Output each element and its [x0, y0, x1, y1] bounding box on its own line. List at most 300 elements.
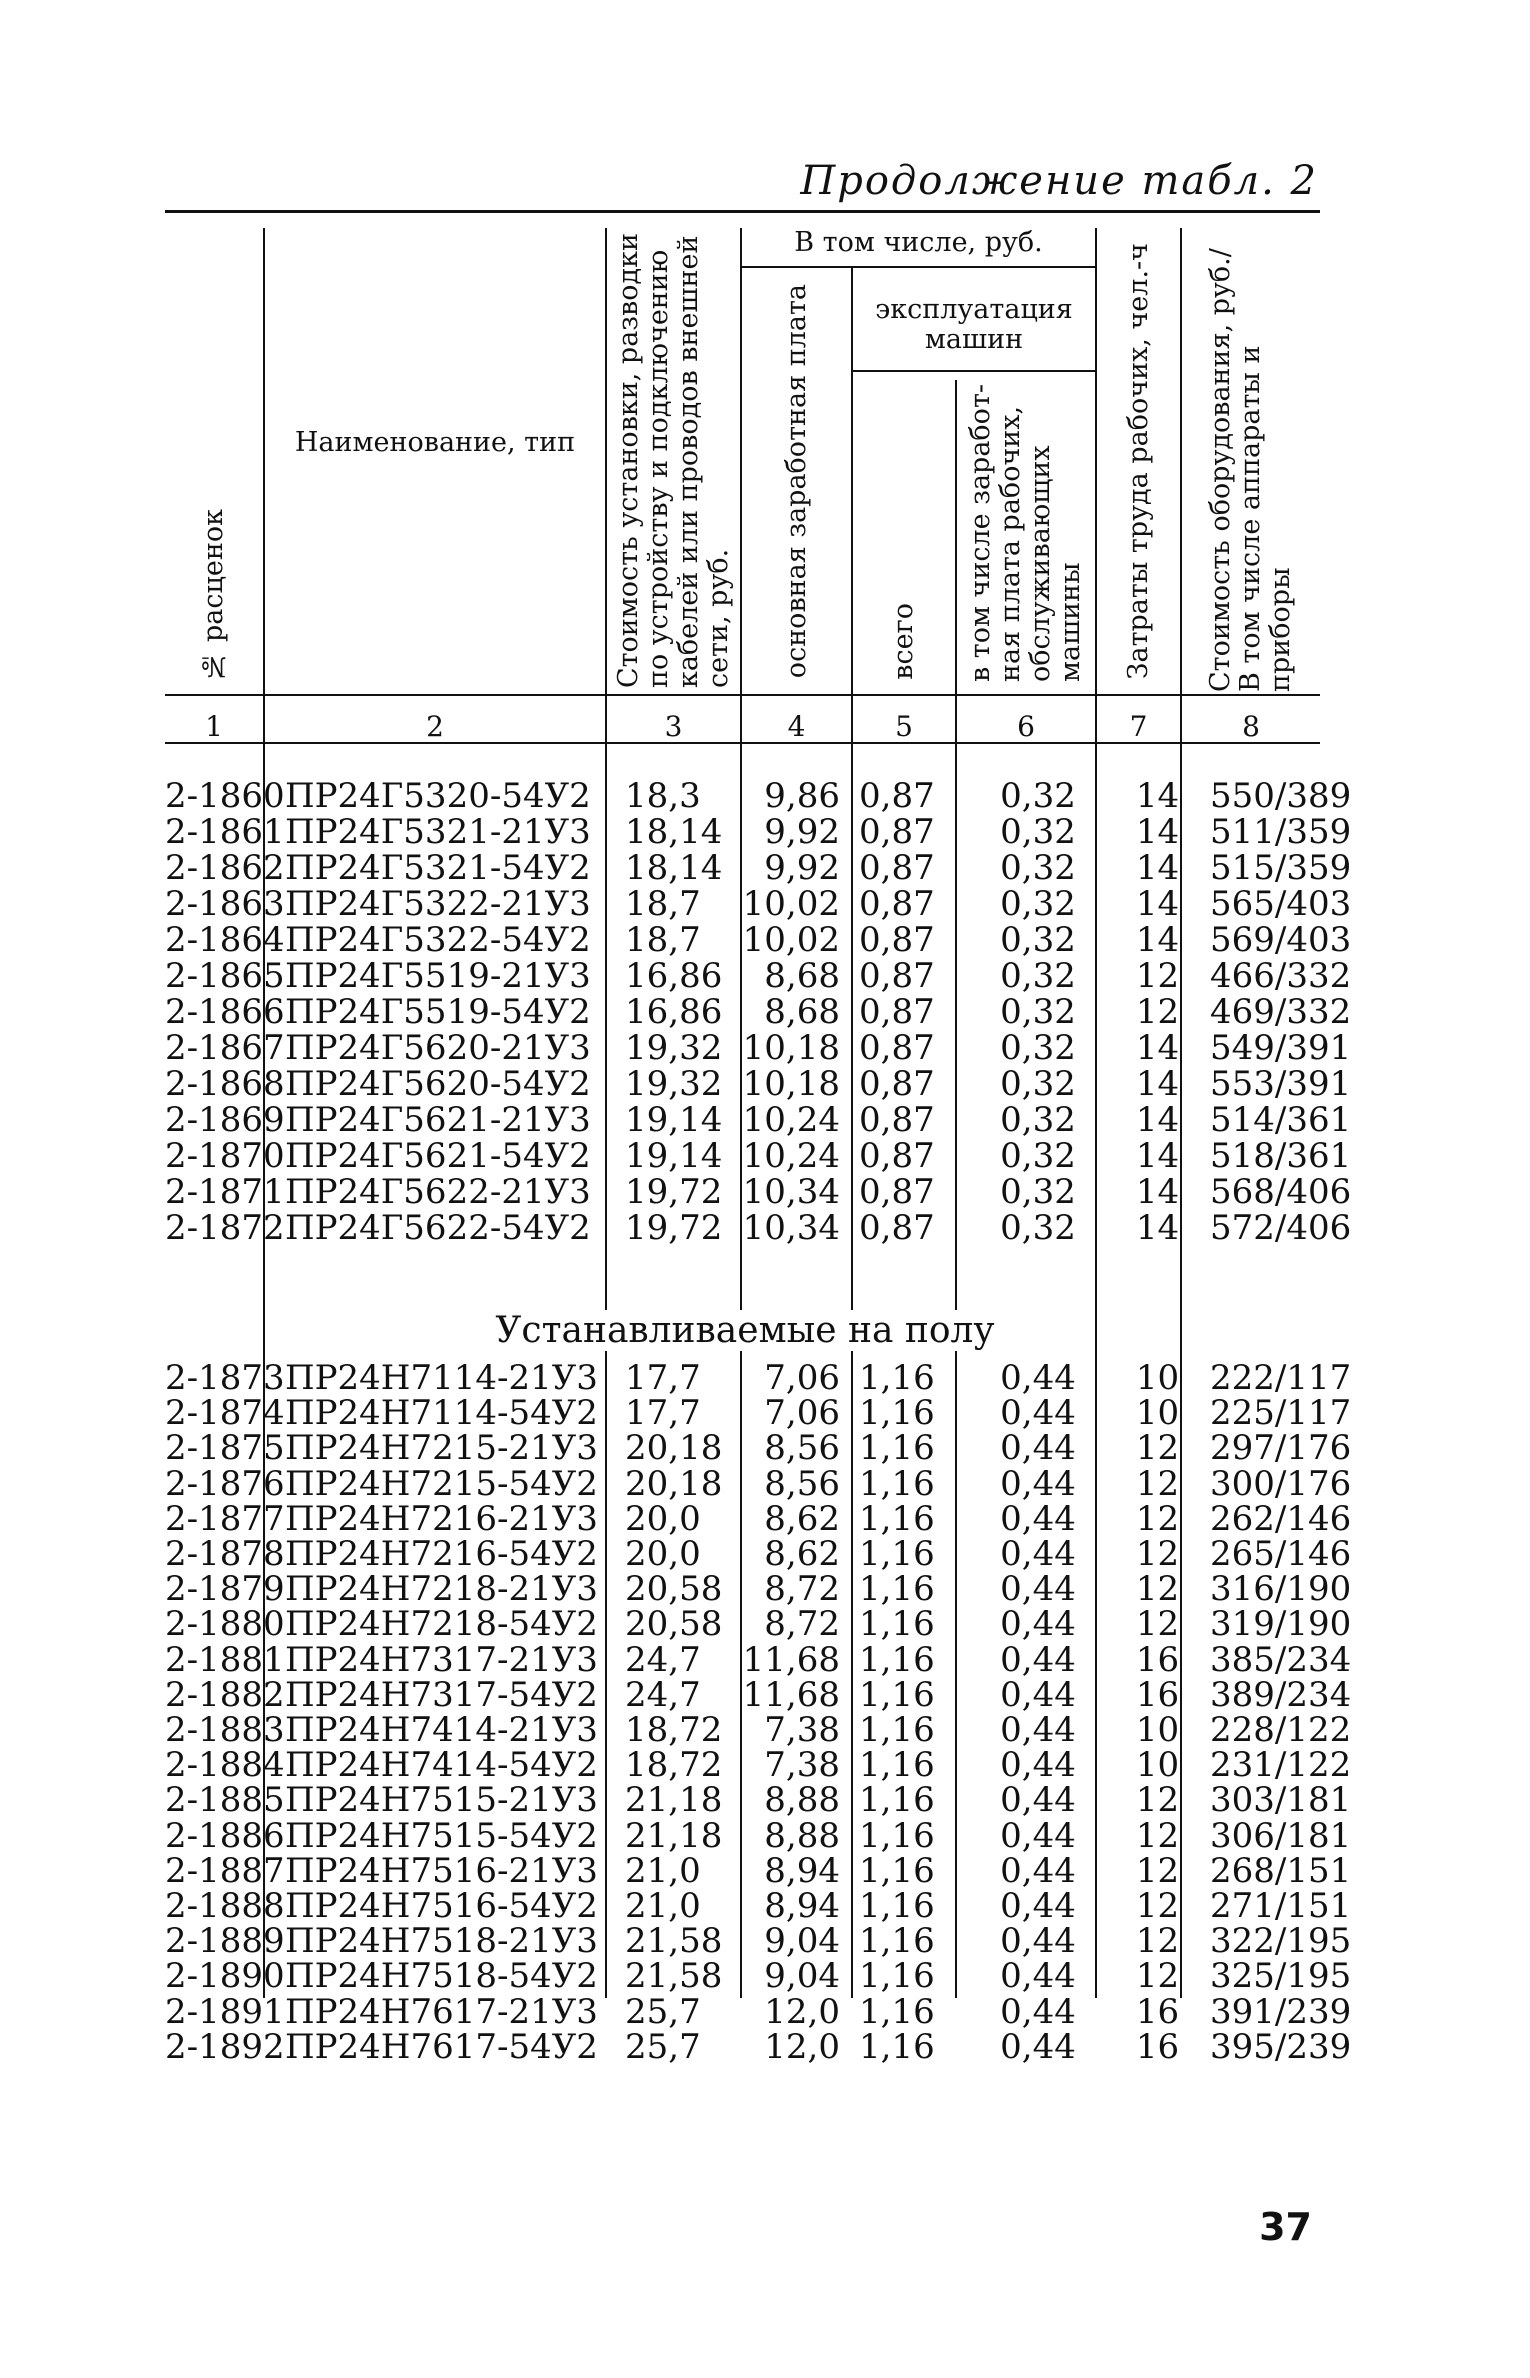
- table-top-rule: [165, 210, 1320, 213]
- cell-base-wage: 11,68: [742, 1674, 840, 1715]
- cell-base-wage: 8,68: [764, 992, 840, 1032]
- cell-machines-total: 1,16: [859, 1463, 935, 1504]
- table-row: [165, 1463, 1352, 1504]
- cell-labor-cost: 16: [1135, 1674, 1180, 1715]
- cell-equipment-cost: 518/361: [1210, 1136, 1352, 1176]
- cell-labor-cost: 14: [1135, 884, 1180, 924]
- cell-base-wage: 10,02: [742, 884, 840, 924]
- column-number: 7: [1129, 710, 1148, 743]
- cell-base-wage: 12,0: [764, 1991, 840, 2032]
- cell-rate-number: 2-1880: [165, 1604, 285, 1645]
- cell-base-wage: 12,0: [764, 2026, 840, 2067]
- cell-base-wage: 8,56: [764, 1463, 840, 1504]
- cell-name-type: ПР24Г5519-21У3: [285, 956, 591, 996]
- cell-base-wage: 8,56: [764, 1428, 840, 1469]
- table-row: [165, 1498, 1352, 1539]
- cell-rate-number: 2-1869: [165, 1100, 285, 1140]
- cell-machines-total: 1,16: [859, 1569, 935, 1610]
- table-row: [165, 1358, 1352, 1398]
- table-row: [165, 1428, 1352, 1469]
- cell-rate-number: 2-1862: [165, 848, 285, 888]
- cell-base-wage: 8,88: [764, 1815, 840, 1856]
- table-row: [165, 848, 1352, 888]
- cell-rate-number: 2-1867: [165, 1028, 285, 1068]
- cell-equipment-cost: 568/406: [1210, 1172, 1352, 1212]
- cell-installation-cost: 21,58: [625, 1956, 723, 1997]
- cell-base-wage: 10,18: [742, 1064, 840, 1104]
- cell-machines-total: 1,16: [859, 1498, 935, 1539]
- header-labor-cost-text: Затраты труда рабочих, чел.-ч: [1122, 242, 1154, 680]
- cell-base-wage: 9,04: [764, 1921, 840, 1962]
- cell-rate-number: 2-1861: [165, 812, 285, 852]
- cell-equipment-cost: 319/190: [1210, 1604, 1352, 1645]
- column-number: 8: [1242, 710, 1260, 743]
- table-row: [165, 1604, 1352, 1645]
- cell-labor-cost: 12: [1135, 1850, 1180, 1891]
- cell-equipment-cost: 297/176: [1210, 1428, 1352, 1469]
- cell-labor-cost: 12: [1135, 992, 1180, 1032]
- header-machines-total-text: всего: [888, 603, 919, 680]
- header-rate-number: [165, 230, 263, 692]
- table-row: [165, 1028, 1352, 1068]
- cell-machines-total: 1,16: [859, 1428, 935, 1469]
- cell-machines-total: 1,16: [859, 1850, 935, 1891]
- table-row: [165, 1393, 1352, 1434]
- cell-name-type: ПР24Н7218-54У2: [285, 1604, 598, 1645]
- cell-equipment-cost: 303/181: [1210, 1780, 1352, 1821]
- cell-installation-cost: 20,0: [625, 1534, 701, 1574]
- cell-rate-number: 2-1868: [165, 1064, 285, 1104]
- cell-equipment-cost: 306/181: [1210, 1815, 1352, 1856]
- table-row: [165, 2026, 1352, 2067]
- table-caption: Продолжение табл. 2: [800, 158, 1318, 204]
- cell-machines-total: 0,87: [859, 920, 935, 960]
- cell-machines-total: 0,87: [859, 848, 935, 888]
- cell-machine-operator-wage: 0,44: [1000, 1569, 1076, 1610]
- cell-rate-number: 2-1882: [165, 1674, 285, 1715]
- header-machine-operator-wage-text: в том числе заработ- ная плата рабочих, обслуживающих машины: [965, 384, 1086, 683]
- cell-machine-operator-wage: 0,32: [1000, 1208, 1076, 1248]
- cell-name-type: ПР24Г5322-21У3: [285, 884, 591, 924]
- cell-name-type: ПР24Н7218-21У3: [285, 1569, 598, 1610]
- cell-labor-cost: 14: [1135, 848, 1180, 888]
- cell-name-type: ПР24Н7516-21У3: [285, 1850, 598, 1891]
- cell-base-wage: 7,06: [764, 1358, 840, 1398]
- cell-machines-total: 1,16: [859, 1991, 935, 2032]
- cell-installation-cost: 16,86: [625, 992, 723, 1032]
- cell-base-wage: 10,24: [742, 1100, 840, 1140]
- cell-installation-cost: 16,86: [625, 956, 723, 996]
- cell-installation-cost: 21,0: [625, 1886, 701, 1926]
- cell-name-type: ПР24Г5321-54У2: [285, 848, 591, 888]
- header-equipment-cost: [1182, 230, 1320, 692]
- cell-equipment-cost: 316/190: [1210, 1569, 1352, 1610]
- cell-machine-operator-wage: 0,32: [1000, 1064, 1076, 1104]
- table-row: [165, 992, 1352, 1032]
- header-subrule: [851, 370, 1095, 372]
- cell-rate-number: 2-1873: [165, 1358, 285, 1398]
- cell-rate-number: 2-1877: [165, 1498, 285, 1539]
- cell-machines-total: 0,87: [859, 1064, 935, 1104]
- cell-equipment-cost: 389/234: [1210, 1674, 1352, 1715]
- column-number: 6: [1017, 710, 1035, 743]
- cell-equipment-cost: 268/151: [1210, 1850, 1352, 1891]
- cell-equipment-cost: 228/122: [1210, 1710, 1352, 1750]
- cell-equipment-cost: 262/146: [1210, 1498, 1352, 1539]
- cell-machine-operator-wage: 0,44: [1000, 1956, 1076, 1997]
- page-number: 37: [1259, 2205, 1312, 2249]
- cell-name-type: ПР24Н7617-54У2: [285, 2026, 598, 2067]
- table-row: [165, 1100, 1352, 1140]
- cell-rate-number: 2-1884: [165, 1745, 285, 1786]
- cell-machine-operator-wage: 0,44: [1000, 1639, 1076, 1680]
- cell-equipment-cost: 385/234: [1210, 1639, 1352, 1680]
- cell-equipment-cost: 265/146: [1210, 1534, 1352, 1574]
- cell-machine-operator-wage: 0,44: [1000, 1463, 1076, 1504]
- cell-labor-cost: 10: [1135, 1393, 1180, 1434]
- cell-machines-total: 0,87: [859, 1208, 935, 1248]
- cell-labor-cost: 16: [1135, 2026, 1180, 2067]
- header-name-type: Наименование, тип: [294, 427, 576, 458]
- cell-machine-operator-wage: 0,32: [1000, 956, 1076, 996]
- cell-machine-operator-wage: 0,32: [1000, 884, 1076, 924]
- cell-installation-cost: 24,7: [625, 1674, 701, 1715]
- cell-labor-cost: 14: [1135, 1136, 1180, 1176]
- cell-name-type: ПР24Г5622-21У3: [285, 1172, 591, 1212]
- cell-machine-operator-wage: 0,44: [1000, 1604, 1076, 1645]
- cell-equipment-cost: 565/403: [1210, 884, 1352, 924]
- cell-installation-cost: 19,14: [625, 1136, 723, 1176]
- cell-machines-total: 0,87: [859, 812, 935, 852]
- cell-installation-cost: 18,3: [625, 776, 701, 816]
- header-group-including: В том числе, руб.: [794, 227, 1043, 258]
- cell-machine-operator-wage: 0,44: [1000, 1815, 1076, 1856]
- cell-machines-total: 1,16: [859, 1745, 935, 1786]
- cell-installation-cost: 20,18: [625, 1463, 723, 1504]
- cell-equipment-cost: 569/403: [1210, 920, 1352, 960]
- cell-rate-number: 2-1864: [165, 920, 285, 960]
- cell-labor-cost: 12: [1135, 1604, 1180, 1645]
- cell-machines-total: 1,16: [859, 1639, 935, 1680]
- cell-rate-number: 2-1872: [165, 1208, 285, 1248]
- cell-machine-operator-wage: 0,44: [1000, 2026, 1076, 2067]
- cell-name-type: ПР24Н7414-54У2: [285, 1745, 598, 1786]
- cell-base-wage: 11,68: [742, 1639, 840, 1680]
- cell-name-type: ПР24Н7518-21У3: [285, 1921, 598, 1962]
- cell-name-type: ПР24Г5622-54У2: [285, 1208, 591, 1248]
- cell-name-type: ПР24Г5621-54У2: [285, 1136, 591, 1176]
- cell-base-wage: 9,92: [764, 848, 840, 888]
- cell-machines-total: 1,16: [859, 1358, 935, 1398]
- cell-machine-operator-wage: 0,44: [1000, 1850, 1076, 1891]
- cell-installation-cost: 17,7: [625, 1358, 701, 1398]
- cell-labor-cost: 12: [1135, 1780, 1180, 1821]
- cell-equipment-cost: 514/361: [1210, 1100, 1352, 1140]
- cell-name-type: ПР24Н7216-21У3: [285, 1498, 598, 1539]
- cell-rate-number: 2-1885: [165, 1780, 285, 1821]
- cell-rate-number: 2-1879: [165, 1569, 285, 1610]
- table-row: [165, 812, 1352, 852]
- cell-equipment-cost: 231/122: [1210, 1745, 1352, 1786]
- cell-installation-cost: 17,7: [625, 1393, 701, 1434]
- table-row: [165, 884, 1352, 924]
- cell-installation-cost: 19,72: [625, 1172, 723, 1212]
- cell-rate-number: 2-1866: [165, 992, 285, 1032]
- cell-rate-number: 2-1876: [165, 1463, 285, 1504]
- cell-base-wage: 10,24: [742, 1136, 840, 1176]
- cell-equipment-cost: 466/332: [1210, 956, 1352, 996]
- cell-name-type: ПР24Г5519-54У2: [285, 992, 591, 1032]
- cell-installation-cost: 19,32: [625, 1064, 723, 1104]
- cell-base-wage: 7,38: [764, 1710, 840, 1750]
- cell-machines-total: 0,87: [859, 776, 935, 816]
- cell-machine-operator-wage: 0,44: [1000, 1358, 1076, 1398]
- cell-equipment-cost: 395/239: [1210, 2026, 1352, 2067]
- cell-equipment-cost: 322/195: [1210, 1921, 1352, 1962]
- cell-rate-number: 2-1891: [165, 1991, 285, 2032]
- column-number: 3: [664, 710, 683, 743]
- table-row: [165, 956, 1352, 996]
- cell-machines-total: 1,16: [859, 2026, 935, 2067]
- cell-name-type: ПР24Н7114-21У3: [285, 1358, 598, 1398]
- cell-name-type: ПР24Н7215-21У3: [285, 1428, 598, 1469]
- cell-machine-operator-wage: 0,44: [1000, 1780, 1076, 1821]
- cell-equipment-cost: 469/332: [1210, 992, 1352, 1032]
- cell-labor-cost: 16: [1135, 1639, 1180, 1680]
- table-row: [165, 1780, 1352, 1821]
- cell-machine-operator-wage: 0,44: [1000, 1991, 1076, 2032]
- cell-base-wage: 10,18: [742, 1028, 840, 1068]
- cell-machines-total: 0,87: [859, 1172, 935, 1212]
- cell-name-type: ПР24Г5620-21У3: [285, 1028, 591, 1068]
- table-row: [165, 1208, 1352, 1248]
- cell-labor-cost: 12: [1135, 1921, 1180, 1962]
- header-installation-cost-text: Стоимость установки, разводки по устройству и подключению кабелей или проводов внешней сети, руб.: [612, 233, 734, 689]
- header-machines-total: [853, 375, 955, 692]
- cell-machine-operator-wage: 0,32: [1000, 1028, 1076, 1068]
- cell-labor-cost: 12: [1135, 1569, 1180, 1610]
- table-row: [165, 776, 1352, 816]
- cell-labor-cost: 12: [1135, 1534, 1180, 1574]
- cell-equipment-cost: 553/391: [1210, 1064, 1352, 1104]
- cell-equipment-cost: 550/389: [1210, 776, 1352, 816]
- header-machine-operation: эксплуатация машин: [875, 294, 1073, 355]
- cell-installation-cost: 24,7: [625, 1639, 701, 1680]
- table-row: [165, 1569, 1352, 1610]
- cell-labor-cost: 10: [1135, 1358, 1180, 1398]
- cell-rate-number: 2-1889: [165, 1921, 285, 1962]
- cell-machine-operator-wage: 0,44: [1000, 1710, 1076, 1750]
- cell-labor-cost: 14: [1135, 1100, 1180, 1140]
- table-row: [165, 1639, 1352, 1680]
- table-row: [165, 1815, 1352, 1856]
- cell-machine-operator-wage: 0,32: [1000, 992, 1076, 1032]
- cell-rate-number: 2-1886: [165, 1815, 285, 1856]
- header-machine-operator-wage: [957, 375, 1095, 692]
- cell-labor-cost: 14: [1135, 812, 1180, 852]
- cell-name-type: ПР24Н7317-21У3: [285, 1639, 598, 1680]
- header-labor-cost: [1097, 230, 1180, 692]
- cell-equipment-cost: 300/176: [1210, 1463, 1352, 1504]
- cell-machines-total: 1,16: [859, 1956, 935, 1997]
- cell-name-type: ПР24Н7515-54У2: [285, 1815, 598, 1856]
- cell-name-type: ПР24Г5621-21У3: [285, 1100, 591, 1140]
- cell-installation-cost: 21,0: [625, 1850, 701, 1891]
- cell-labor-cost: 14: [1135, 1172, 1180, 1212]
- table-row: [165, 1674, 1352, 1715]
- cell-installation-cost: 20,18: [625, 1428, 723, 1469]
- cell-base-wage: 8,94: [764, 1850, 840, 1891]
- cell-machine-operator-wage: 0,32: [1000, 812, 1076, 852]
- cell-machine-operator-wage: 0,44: [1000, 1886, 1076, 1926]
- cell-machine-operator-wage: 0,44: [1000, 1498, 1076, 1539]
- cell-base-wage: 8,88: [764, 1780, 840, 1821]
- cell-installation-cost: 20,58: [625, 1569, 723, 1610]
- cell-machines-total: 0,87: [859, 1136, 935, 1176]
- header-base-wage: [742, 270, 851, 692]
- table-row: [165, 1064, 1352, 1104]
- cell-installation-cost: 18,72: [625, 1710, 723, 1750]
- header-subrule: [740, 266, 1095, 268]
- cell-rate-number: 2-1874: [165, 1393, 285, 1434]
- cell-labor-cost: 14: [1135, 776, 1180, 816]
- cell-base-wage: 9,92: [764, 812, 840, 852]
- cell-rate-number: 2-1865: [165, 956, 285, 996]
- header-installation-cost: [607, 230, 740, 692]
- cell-name-type: ПР24Г5620-54У2: [285, 1064, 591, 1104]
- cell-machine-operator-wage: 0,32: [1000, 920, 1076, 960]
- cell-base-wage: 9,86: [764, 776, 840, 816]
- column-number: 1: [205, 710, 223, 743]
- cell-base-wage: 8,62: [764, 1498, 840, 1539]
- table-row: [165, 1745, 1352, 1786]
- column-number: 5: [895, 710, 913, 743]
- cell-labor-cost: 14: [1135, 920, 1180, 960]
- cell-labor-cost: 16: [1135, 1991, 1180, 2032]
- cell-machines-total: 1,16: [859, 1921, 935, 1962]
- cell-equipment-cost: 391/239: [1210, 1991, 1352, 2032]
- cell-machines-total: 1,16: [859, 1710, 935, 1750]
- table-row: [165, 1991, 1352, 2032]
- cell-installation-cost: 19,32: [625, 1028, 723, 1068]
- cell-labor-cost: 10: [1135, 1745, 1180, 1786]
- cell-machines-total: 1,16: [859, 1674, 935, 1715]
- cell-name-type: ПР24Н7114-54У2: [285, 1393, 598, 1434]
- cell-equipment-cost: 271/151: [1210, 1886, 1352, 1926]
- cell-labor-cost: 12: [1135, 1815, 1180, 1856]
- cell-name-type: ПР24Н7617-21У3: [285, 1991, 598, 2032]
- cell-base-wage: 7,06: [764, 1393, 840, 1434]
- cell-machines-total: 1,16: [859, 1815, 935, 1856]
- header-base-wage-text: основная заработная плата: [780, 283, 812, 679]
- cell-machine-operator-wage: 0,32: [1000, 1172, 1076, 1212]
- table-row: [165, 1172, 1352, 1212]
- table-row: [165, 1710, 1352, 1750]
- cell-machines-total: 1,16: [859, 1604, 935, 1645]
- cell-installation-cost: 25,7: [625, 1991, 701, 2032]
- cell-installation-cost: 19,72: [625, 1208, 723, 1248]
- cell-equipment-cost: 222/117: [1210, 1358, 1352, 1398]
- cell-rate-number: 2-1871: [165, 1172, 285, 1212]
- cell-rate-number: 2-1888: [165, 1886, 285, 1926]
- cell-installation-cost: 18,14: [625, 848, 723, 888]
- cell-equipment-cost: 225/117: [1210, 1393, 1352, 1434]
- cell-labor-cost: 12: [1135, 1498, 1180, 1539]
- cell-machines-total: 1,16: [859, 1780, 935, 1821]
- cell-labor-cost: 14: [1135, 1064, 1180, 1104]
- cell-name-type: ПР24Г5320-54У2: [285, 776, 591, 816]
- table-row: [165, 1534, 1352, 1574]
- cell-labor-cost: 12: [1135, 1886, 1180, 1926]
- cell-equipment-cost: 572/406: [1210, 1208, 1352, 1248]
- cell-name-type: ПР24Н7216-54У2: [285, 1534, 598, 1574]
- cell-name-type: ПР24Н7518-54У2: [285, 1956, 598, 1997]
- column-number: 4: [787, 710, 806, 743]
- cell-machine-operator-wage: 0,44: [1000, 1745, 1076, 1786]
- cell-equipment-cost: 325/195: [1210, 1956, 1352, 1997]
- cell-rate-number: 2-1863: [165, 884, 285, 924]
- cell-installation-cost: 21,18: [625, 1815, 723, 1856]
- cell-rate-number: 2-1875: [165, 1428, 285, 1469]
- cell-base-wage: 8,68: [764, 956, 840, 996]
- cell-rate-number: 2-1892: [165, 2026, 285, 2067]
- cell-machine-operator-wage: 0,44: [1000, 1393, 1076, 1434]
- cell-labor-cost: 12: [1135, 1428, 1180, 1469]
- cell-name-type: ПР24Н7215-54У2: [285, 1463, 598, 1504]
- table-row: [165, 1850, 1352, 1891]
- cell-base-wage: 9,04: [764, 1956, 840, 1997]
- cell-name-type: ПР24Н7516-54У2: [285, 1886, 598, 1926]
- cell-machine-operator-wage: 0,32: [1000, 1136, 1076, 1176]
- table-row: [165, 1136, 1352, 1176]
- table-row: [165, 1886, 1352, 1926]
- column-number: 2: [426, 710, 444, 743]
- cell-installation-cost: 18,14: [625, 812, 723, 852]
- cell-name-type: ПР24Н7317-54У2: [285, 1674, 598, 1715]
- cell-rate-number: 2-1890: [165, 1956, 285, 1997]
- cell-installation-cost: 18,7: [625, 884, 701, 924]
- header-rate-number-text: № расценок: [198, 509, 229, 682]
- cell-labor-cost: 10: [1135, 1710, 1180, 1750]
- cell-installation-cost: 20,0: [625, 1498, 701, 1539]
- cell-installation-cost: 25,7: [625, 2026, 701, 2067]
- cell-installation-cost: 20,58: [625, 1604, 723, 1645]
- cell-base-wage: 10,34: [742, 1208, 840, 1248]
- cell-machines-total: 0,87: [859, 1100, 935, 1140]
- cell-installation-cost: 21,18: [625, 1780, 723, 1821]
- cell-machines-total: 1,16: [859, 1886, 935, 1926]
- cell-machines-total: 1,16: [859, 1534, 935, 1574]
- cell-base-wage: 7,38: [764, 1745, 840, 1786]
- header-bottom-rule: [165, 694, 1320, 696]
- cell-machine-operator-wage: 0,44: [1000, 1428, 1076, 1469]
- cell-machine-operator-wage: 0,32: [1000, 1100, 1076, 1140]
- header-equipment-cost-text: Стоимость оборудования, руб./ В том числе аппараты и приборы: [1205, 248, 1296, 692]
- cell-name-type: ПР24Г5321-21У3: [285, 812, 591, 852]
- cell-machine-operator-wage: 0,32: [1000, 848, 1076, 888]
- cell-name-type: ПР24Г5322-54У2: [285, 920, 591, 960]
- cell-labor-cost: 12: [1135, 1463, 1180, 1504]
- cell-labor-cost: 12: [1135, 956, 1180, 996]
- cell-machines-total: 0,87: [859, 992, 935, 1032]
- cell-base-wage: 10,34: [742, 1172, 840, 1212]
- cell-base-wage: 8,72: [764, 1569, 840, 1610]
- cell-machine-operator-wage: 0,32: [1000, 776, 1076, 816]
- cell-machine-operator-wage: 0,44: [1000, 1921, 1076, 1962]
- cell-machine-operator-wage: 0,44: [1000, 1534, 1076, 1574]
- cell-rate-number: 2-1870: [165, 1136, 285, 1176]
- cell-rate-number: 2-1878: [165, 1534, 285, 1574]
